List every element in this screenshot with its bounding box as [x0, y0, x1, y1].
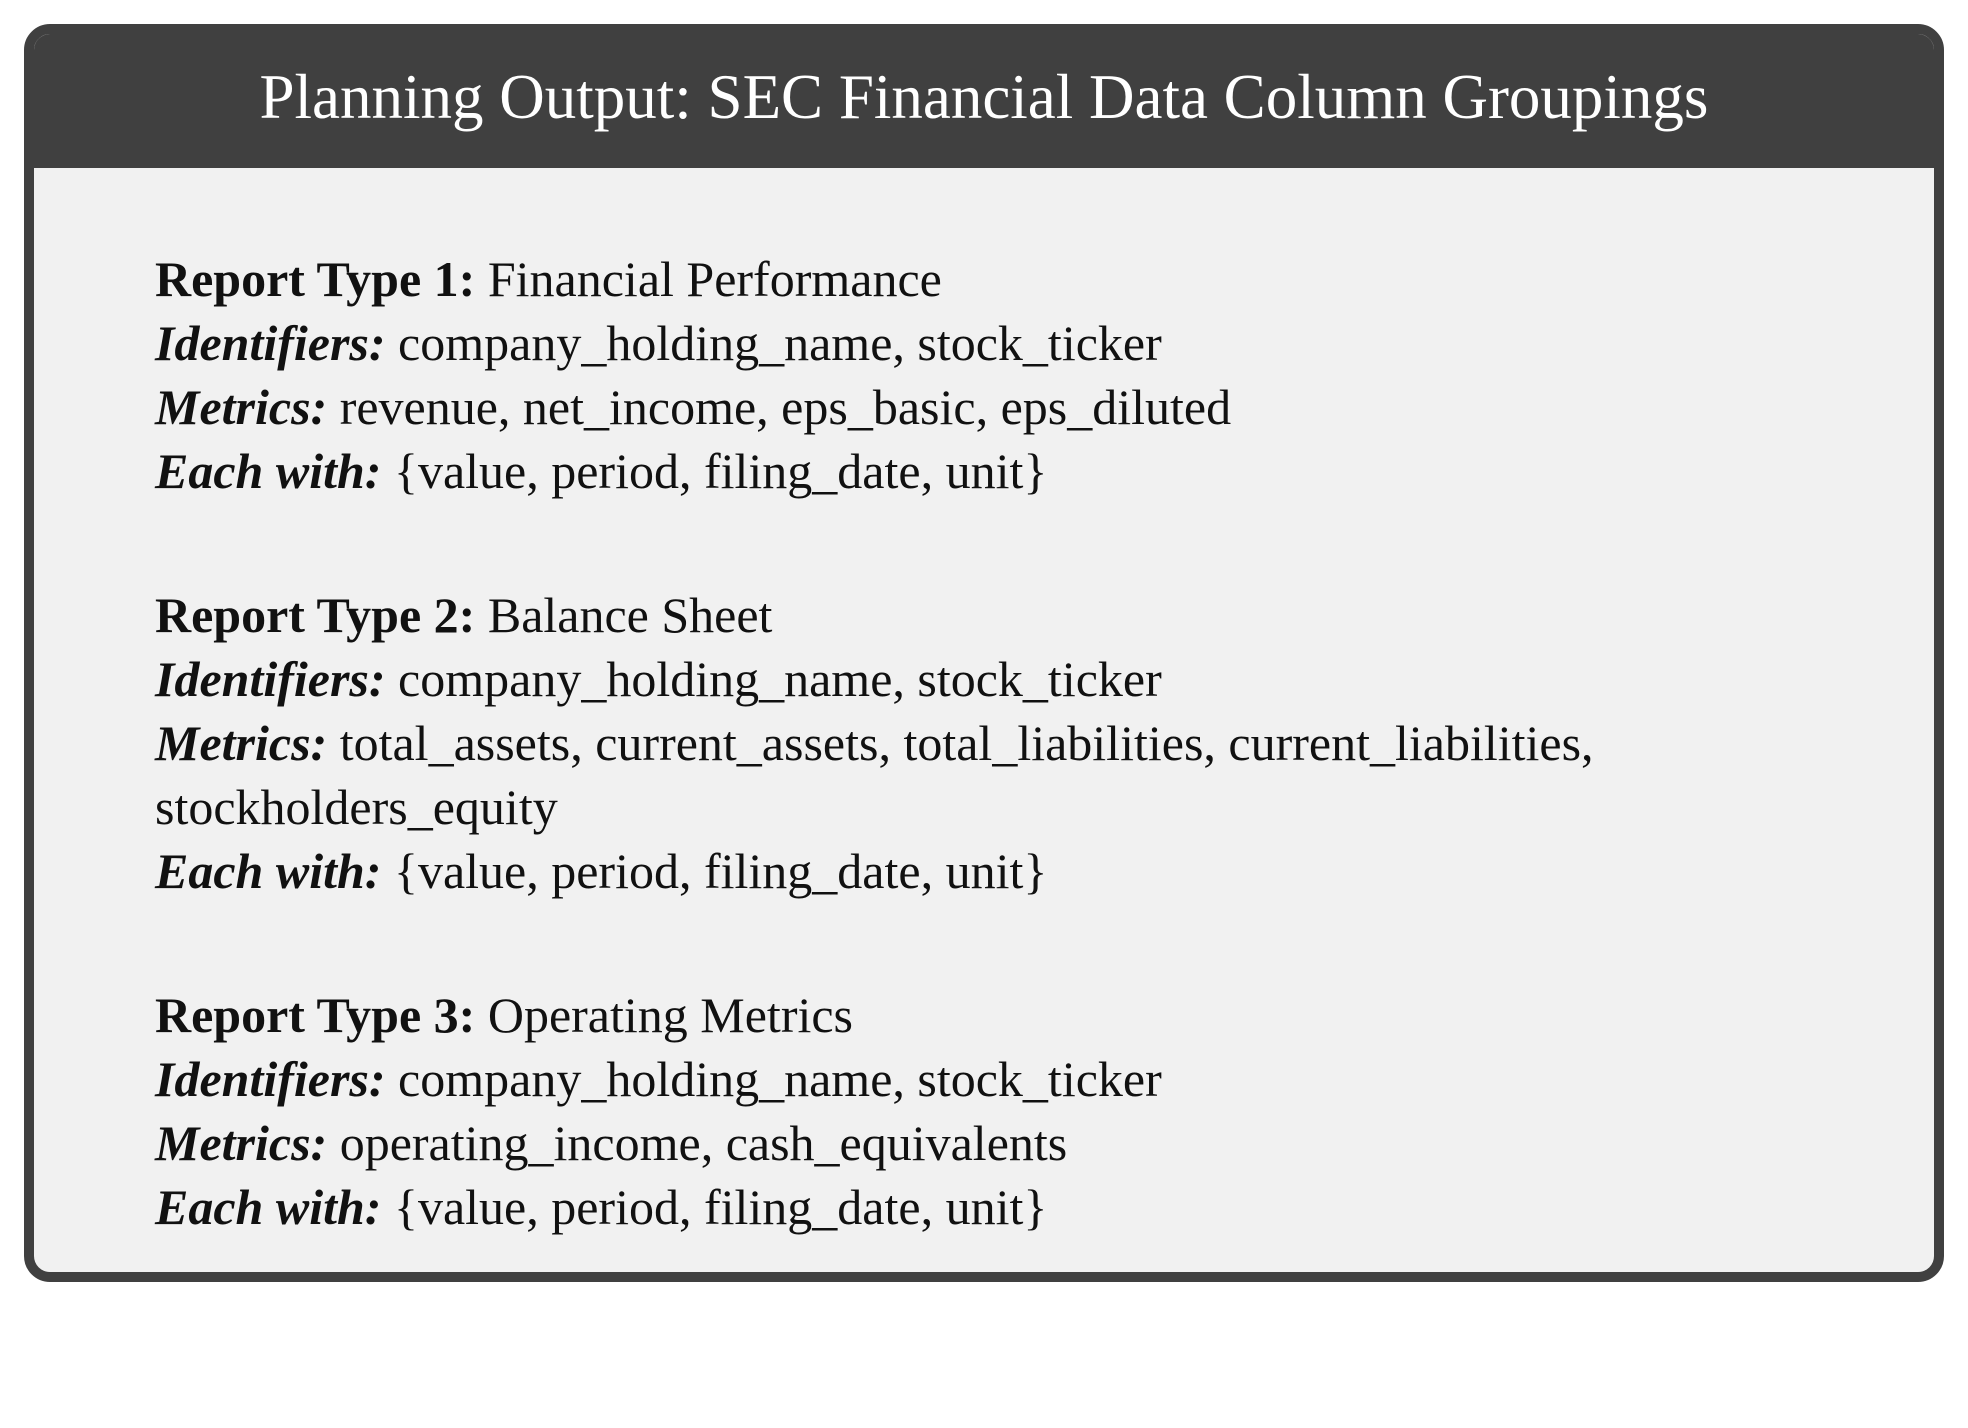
each-with-label: Each with:	[155, 1179, 382, 1235]
metrics-value: operating_income, cash_equivalents	[339, 1115, 1068, 1171]
report-heading-value: Financial Performance	[487, 251, 942, 307]
panel-title: Planning Output: SEC Financial Data Column Groupings	[259, 61, 1709, 132]
each-with-line	[155, 439, 1895, 503]
identifiers-value: company_holding_name, stock_ticker	[398, 315, 1162, 371]
identifiers-line	[155, 647, 1895, 711]
identifiers-value: company_holding_name, stock_ticker	[398, 1051, 1162, 1107]
panel-header	[34, 34, 1934, 168]
metrics-line	[155, 711, 1895, 839]
each-with-label: Each with:	[155, 443, 382, 499]
panel-body	[34, 168, 1934, 1272]
identifiers-line	[155, 1047, 1895, 1111]
report-type-2	[155, 583, 1895, 903]
report-heading	[155, 983, 1895, 1047]
identifiers-label: Identifiers:	[155, 651, 386, 707]
each-with-value: {value, period, filing_date, unit}	[393, 443, 1048, 499]
metrics-line	[155, 1111, 1895, 1175]
identifiers-line	[155, 311, 1895, 375]
report-heading-value: Operating Metrics	[487, 987, 854, 1043]
report-heading-label: Report Type 2:	[155, 587, 476, 643]
report-type-1	[155, 247, 1895, 503]
planning-output-panel	[24, 24, 1944, 1282]
metrics-label: Metrics:	[155, 1115, 328, 1171]
identifiers-value: company_holding_name, stock_ticker	[398, 651, 1162, 707]
each-with-line	[155, 1175, 1895, 1239]
metrics-label: Metrics:	[155, 379, 328, 435]
report-type-3	[155, 983, 1895, 1239]
each-with-value: {value, period, filing_date, unit}	[393, 1179, 1048, 1235]
identifiers-label: Identifiers:	[155, 315, 386, 371]
metrics-line	[155, 375, 1895, 439]
metrics-value: revenue, net_income, eps_basic, eps_diluted	[339, 379, 1232, 435]
identifiers-label: Identifiers:	[155, 1051, 386, 1107]
each-with-label: Each with:	[155, 843, 382, 899]
report-heading-value: Balance Sheet	[487, 587, 773, 643]
report-heading-label: Report Type 3:	[155, 987, 476, 1043]
metrics-value: total_assets, current_assets, total_liabilities, current_liabilities, stockholders_equity	[155, 715, 1594, 835]
report-heading	[155, 247, 1895, 311]
metrics-label: Metrics:	[155, 715, 328, 771]
report-heading-label: Report Type 1:	[155, 251, 476, 307]
report-heading	[155, 583, 1895, 647]
each-with-line	[155, 839, 1895, 903]
each-with-value: {value, period, filing_date, unit}	[393, 843, 1048, 899]
